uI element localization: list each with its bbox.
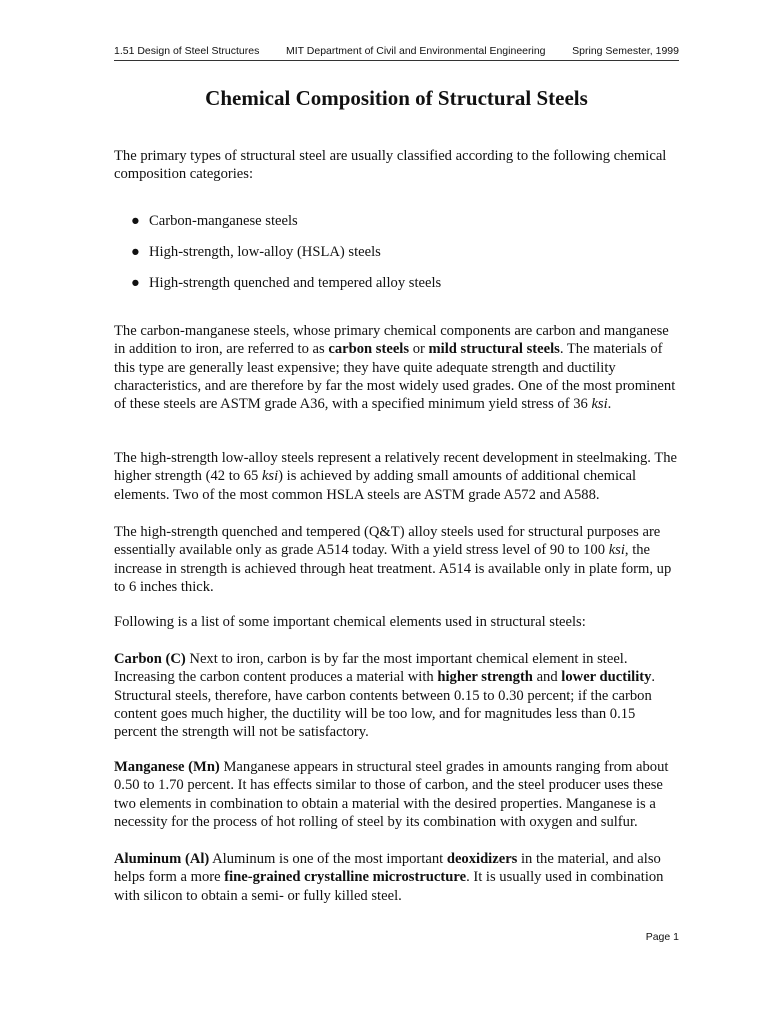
- carbon-manganese-paragraph: The carbon-manganese steels, whose primary chemical components are carbon and manganese in addition to iron, are referred to as carbon steels or mild structural steels. The materials of this type are generally least expensive; they have quite adequate strength and ductility characteristics, and are therefore by far the most widely used grades. One of the most prominent of these steels are ASTM grade A36, with a specified minimum yield stress of 36 ksi.: [114, 323, 676, 413]
- aluminum-term: Aluminum (Al): [114, 851, 210, 867]
- bullet-icon: ●: [131, 244, 140, 260]
- hsla-paragraph: The high-strength low-alloy steels represent a relatively recent development in steelmaking. The higher strength (42 to 65 ksi) is achieved by adding small amounts of additional chemical elements. Two of the most common HSLA steels are ASTM grade A572 and A588.: [114, 450, 678, 503]
- element-list-intro: Following is a list of some important chemical elements used in structural steels:: [114, 614, 586, 630]
- manganese-paragraph: Manganese (Mn) Manganese appears in structural steel grades in amounts ranging from about 0.50 to 1.70 percent. It has effects similar to those of carbon, and the steel producer uses these two elements in combination to obtain a material with the desired properties. Manganese is a necessity for the process of hot rolling of steel by its combination with oxygen and sulfur.: [114, 759, 669, 830]
- bullet-icon: ●: [131, 275, 140, 291]
- manganese-term: Manganese (Mn): [114, 759, 220, 775]
- department-name: MIT Department of Civil and Environmental Engineering: [285, 45, 546, 57]
- aluminum-paragraph: Aluminum (Al) Aluminum is one of the most important deoxidizers in the material, and also helps form a more fine-grained crystalline microstructure. It is usually used in combination with silicon to obtain a semi- or fully killed steel.: [114, 851, 664, 904]
- list-item: ● High-strength, low-alloy (HSLA) steels: [131, 244, 381, 260]
- semester-label: Spring Semester, 1999: [572, 45, 679, 57]
- bullet-icon: ●: [131, 213, 140, 229]
- page-header: [114, 45, 679, 61]
- carbon-term: Carbon (C): [114, 651, 186, 667]
- carbon-paragraph: Carbon (C) Next to iron, carbon is by far the most important chemical element in steel. Increasing the carbon content produces a material with higher strength and lower ductility. Structural steels, therefore, have carbon contents between 0.15 to 0.30 percent; if the carbon content goes much higher, the ductility will be too low, and for magnitudes less than 0.15 percent the strength will not be satisfactory.: [114, 651, 656, 741]
- page-title: Chemical Composition of Structural Steels: [205, 86, 588, 110]
- quenched-tempered-paragraph: The high-strength quenched and tempered (Q&T) alloy steels used for structural purposes are essentially available only as grade A514 today. With a yield stress level of 90 to 100 ksi, the increase in strength is achieved through heat treatment. A514 is available only in plate form, up to 6 inches thick.: [114, 524, 672, 595]
- course-name: 1.51 Design of Steel Structures: [114, 45, 260, 57]
- list-item: ● High-strength quenched and tempered alloy steels: [131, 275, 442, 291]
- intro-paragraph: The primary types of structural steel are usually classified according to the following chemical composition categories:: [114, 148, 667, 183]
- page-number: Page 1: [645, 931, 679, 943]
- list-item: ● Carbon-manganese steels: [131, 213, 298, 229]
